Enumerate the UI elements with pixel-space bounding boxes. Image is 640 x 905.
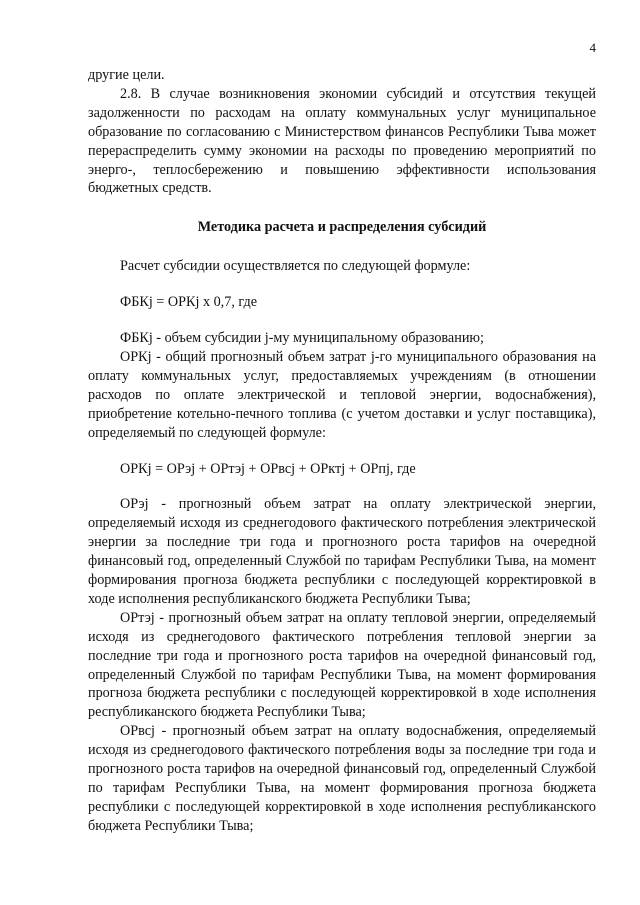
page-number: 4	[589, 40, 596, 55]
formula-subsidy: ФБКj = ОРКj х 0,7, где	[120, 294, 258, 311]
definition-ore: ОРэj - прогнозный объем затрат на оплату электрической энергии, определяемый исходя из среднегодового фактического потребления электрической энергии за последние три года и прогнозного роста тарифов на очередной финансовый год, определенный Службой по тарифам Республики Тыва, на момент формирования прогноза бюджета республики с последующей корректировкой в ходе исполнения республиканского бюджета Республики Тыва;	[88, 496, 596, 607]
definition-orte: ОРтэj - прогнозный объем затрат на оплату тепловой энергии, определяемый исходя из среднегодового фактического потребления тепловой энергии за последние три года и прогнозного роста тарифов на очередной финансовый год, определенный Службой по тарифам Республики Тыва, на момент формирования прогноза бюджета республики с последующей корректировкой в ходе исполнения республиканского бюджета Республики Тыва;	[88, 609, 596, 721]
definition-ork: ОРКj - общий прогнозный объем затрат j-го муниципального образования на оплату коммунальных услуг, предоставляемых учреждениям (в отношении расходов по оплате электрической и тепловой энергии, водоснабжения), приобретение котельно-печного топлива (с учетом доставки и услуг поставщика), определяемый по следующей формуле:	[88, 348, 596, 441]
definition-fbk: ФБКj - объем субсидии j-му муниципальному образованию;	[120, 330, 484, 347]
paragraph-formula-intro: Расчет субсидии осуществляется по следующей формуле:	[120, 258, 471, 275]
document-body	[88, 66, 596, 836]
paragraph-2-8: 2.8. В случае возникновения экономии субсидий и отсутствия текущей задолженности по расходам на оплату коммунальных услуг муниципальное образование по согласованию с Министерством финансов Республики Тыва может перераспределить сумму экономии на расходы по проведению мероприятий по энерго-, теплосбережению и повышению эффективности использования бюджетных средств.	[88, 85, 596, 197]
formula-ork: ОРКj = ОРэj + ОРтэj + ОРвсj + ОРктj + ОРпj, где	[120, 460, 416, 477]
paragraph-continuation: другие цели.	[88, 67, 165, 83]
definition-orvs: ОРвсj - прогнозный объем затрат на оплату водоснабжения, определяемый исходя из среднегодового фактического потребления воды за последние три года и прогнозного роста тарифов на очередной финансовый год, определенный Службой по тарифам Республики Тыва, на момент формирования прогноза бюджета республики с последующей корректировкой в ходе исполнения республиканского бюджета Республики Тыва;	[88, 723, 596, 834]
section-heading: Методика расчета и распределения субсидий	[197, 219, 487, 236]
